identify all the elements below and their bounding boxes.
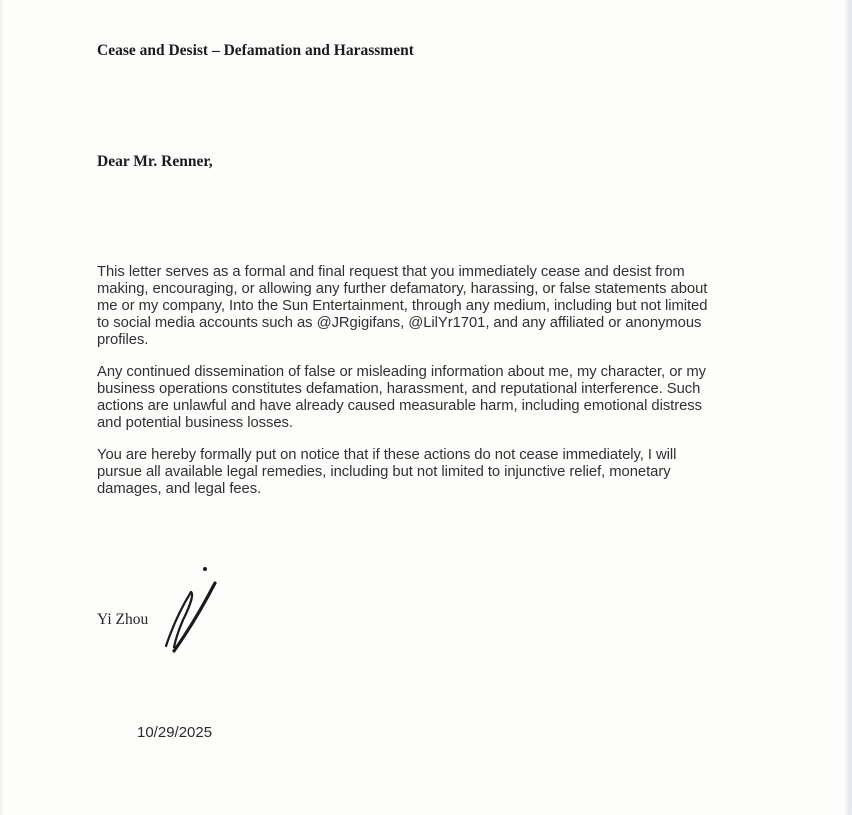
salutation: Dear Mr. Renner,	[97, 153, 213, 170]
paragraph-2-line: and potential business losses.	[97, 415, 293, 431]
paragraph-2	[97, 364, 787, 432]
paragraph-3-line: pursue all available legal remedies, including but not limited to injunctive relief, monetary	[97, 464, 671, 480]
paragraph-1-line: making, encouraging, or allowing any further defamatory, harassing, or false statements about	[97, 281, 708, 297]
paragraph-2-line: business operations constitutes defamation, harassment, and reputational interference. Such	[97, 381, 701, 397]
signature-name: Yi Zhou	[97, 611, 149, 628]
letter-title: Cease and Desist – Defamation and Harassment	[97, 42, 414, 59]
paragraph-1	[97, 264, 787, 349]
paragraph-2-line: actions are unlawful and have already caused measurable harm, including emotional distress	[97, 398, 702, 414]
paragraph-2-line: Any continued dissemination of false or misleading information about me, my character, or my	[97, 364, 706, 380]
page-left-edge	[0, 0, 4, 815]
paragraph-1-line: This letter serves as a formal and final request that you immediately cease and desist from	[97, 264, 685, 280]
page-right-edge	[844, 0, 852, 815]
paragraph-1-line: me or my company, Into the Sun Entertainment, through any medium, including but not limited	[97, 298, 708, 314]
paragraph-3-line: You are hereby formally put on notice that if these actions do not cease immediately, I will	[97, 447, 677, 463]
letter-body	[97, 264, 787, 513]
paragraph-1-line: to social media accounts such as @JRgigifans, @LilYr1701, and any affiliated or anonymous	[97, 315, 702, 331]
paragraph-1-line: profiles.	[97, 332, 149, 348]
letter-date: 10/29/2025	[137, 724, 213, 741]
paragraph-3	[97, 447, 787, 498]
handwritten-signature-icon	[150, 560, 230, 655]
paragraph-3-line: damages, and legal fees.	[97, 481, 262, 497]
